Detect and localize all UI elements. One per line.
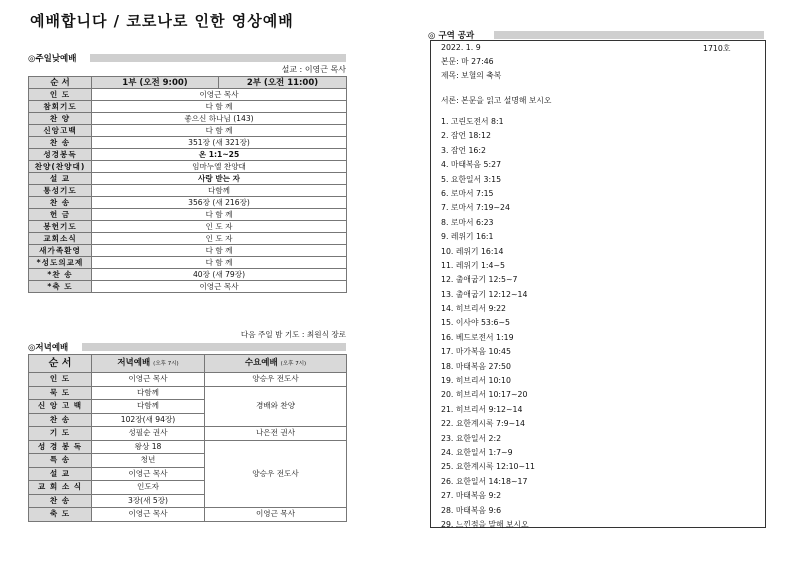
table-row bbox=[29, 233, 347, 245]
order-label: 인 도 bbox=[29, 89, 92, 101]
sermon-label: 설교 : bbox=[281, 65, 303, 74]
table-row bbox=[29, 101, 347, 113]
order-label: 새가족환영 bbox=[29, 245, 92, 257]
evening-value: 인도자 bbox=[92, 481, 205, 495]
order-label: 참회기도 bbox=[29, 101, 92, 113]
table-row bbox=[29, 149, 347, 161]
list-item: 25. 요한계시록 12:10~11 bbox=[441, 462, 535, 472]
table-row bbox=[29, 197, 347, 209]
table-row bbox=[29, 508, 347, 522]
wednesday-value: 양승우 전도사 bbox=[205, 373, 347, 387]
list-item: 6. 로마서 7:15 bbox=[441, 188, 494, 198]
list-item: 4. 마태복음 5:27 bbox=[441, 160, 502, 170]
order-value: 이영근 목사 bbox=[92, 281, 347, 293]
header-second-service: 2부 (오전 11:00) bbox=[219, 77, 347, 89]
sermon-preacher: 이영근 목사 bbox=[304, 65, 346, 74]
list-item: 12. 출애굽기 12:5~7 bbox=[441, 275, 518, 285]
evening-value: 이영근 목사 bbox=[92, 467, 205, 481]
order-label: 찬 송 bbox=[29, 137, 92, 149]
table-header-row bbox=[29, 77, 347, 89]
order-label: 신앙고백 bbox=[29, 125, 92, 137]
order-value: 다 함 께 bbox=[92, 245, 347, 257]
lesson-date: 2022. 1. 9 bbox=[441, 43, 481, 52]
order-label: 교회소식 bbox=[29, 233, 92, 245]
order-value: 인 도 자 bbox=[92, 221, 347, 233]
order-value: 다 함 께 bbox=[92, 125, 347, 137]
table-row bbox=[29, 137, 347, 149]
evening-value: 102장(새 94장) bbox=[92, 413, 205, 427]
list-item: 1. 고린도전서 8:1 bbox=[441, 117, 504, 126]
evening-value: 다함께 bbox=[92, 386, 205, 400]
page-title: 예배합니다 / 코로나로 인한 영상예배 bbox=[30, 12, 294, 30]
table-row bbox=[29, 386, 347, 400]
order-value: 사랑 받는 자 bbox=[92, 173, 347, 185]
next-week-prayer: 다음 주일 밤 기도 : 최원식 장로 bbox=[240, 330, 346, 339]
order-value: 이영근 목사 bbox=[92, 89, 347, 101]
order-label: 인 도 bbox=[29, 373, 92, 387]
list-item: 14. 히브리서 9:22 bbox=[441, 304, 506, 314]
header-first-service: 1부 (오전 9:00) bbox=[92, 77, 219, 89]
wednesday-value: 이영근 목사 bbox=[205, 508, 347, 522]
evening-section-heading bbox=[28, 341, 346, 353]
lesson-text: 본문: 마 27:46 bbox=[441, 57, 494, 66]
order-label: 설 교 bbox=[29, 467, 92, 481]
district-lesson-box bbox=[430, 40, 766, 528]
order-label: 통성기도 bbox=[29, 185, 92, 197]
list-item: 11. 레위기 1:4~5 bbox=[441, 260, 505, 270]
evening-value: 다함께 bbox=[92, 400, 205, 414]
heading-bar bbox=[494, 31, 764, 39]
sermon-by-line bbox=[220, 64, 346, 75]
order-label: 찬양(찬양대) bbox=[29, 161, 92, 173]
table-row bbox=[29, 161, 347, 173]
order-value: 온 1:1~25 bbox=[92, 149, 347, 161]
heading-bar bbox=[90, 54, 346, 62]
list-item: 7. 로마서 7:19~24 bbox=[441, 203, 510, 213]
lesson-issue: 1710호 bbox=[703, 44, 731, 53]
table-row bbox=[29, 185, 347, 197]
order-label: 봉헌기도 bbox=[29, 221, 92, 233]
order-value: 임마누엘 찬양대 bbox=[92, 161, 347, 173]
order-label: 찬 송 bbox=[29, 494, 92, 508]
sunday-service-table bbox=[28, 76, 347, 293]
order-value: 인 도 자 bbox=[92, 233, 347, 245]
order-value: 356장 (새 216장) bbox=[92, 197, 347, 209]
order-label: 찬 양 bbox=[29, 113, 92, 125]
table-row bbox=[29, 245, 347, 257]
order-label: 설 교 bbox=[29, 173, 92, 185]
sunday-heading-text: ◎주일낮예배 bbox=[28, 54, 77, 64]
order-value: 다함께 bbox=[92, 185, 347, 197]
table-row bbox=[29, 440, 347, 454]
order-value: 다 함 께 bbox=[92, 209, 347, 221]
list-item: 26. 요한일서 14:18~17 bbox=[441, 476, 528, 486]
table-row bbox=[29, 113, 347, 125]
list-item: 9. 레위기 16:1 bbox=[441, 232, 494, 242]
header-order: 순 서 bbox=[29, 355, 92, 373]
order-label: 성 경 봉 독 bbox=[29, 440, 92, 454]
order-label: 찬 송 bbox=[29, 413, 92, 427]
evening-value: 이영근 목사 bbox=[92, 508, 205, 522]
header-wednesday bbox=[205, 355, 347, 373]
order-value: 다 함 께 bbox=[92, 257, 347, 269]
table-row bbox=[29, 173, 347, 185]
table-row bbox=[29, 221, 347, 233]
table-row bbox=[29, 373, 347, 387]
list-item: 16. 베드로전서 1:19 bbox=[441, 332, 514, 342]
order-label: 신 앙 고 백 bbox=[29, 400, 92, 414]
order-label: 헌 금 bbox=[29, 209, 92, 221]
list-item: 28. 마태복음 9:6 bbox=[441, 505, 502, 515]
list-item: 8. 로마서 6:23 bbox=[441, 217, 494, 227]
order-label: *찬 송 bbox=[29, 269, 92, 281]
list-item: 21. 히브리서 9:12~14 bbox=[441, 404, 523, 414]
order-value: 351장 (새 321장) bbox=[92, 137, 347, 149]
list-item: 5. 요한일서 3:15 bbox=[441, 174, 502, 184]
list-item: 20. 히브리서 10:17~20 bbox=[441, 390, 528, 400]
lesson-subject: 제목: 보혈의 축복 bbox=[441, 71, 502, 80]
order-label: 축 도 bbox=[29, 508, 92, 522]
evening-value: 청년 bbox=[92, 454, 205, 468]
order-label: 성경봉독 bbox=[29, 149, 92, 161]
order-label: 교 회 소 식 bbox=[29, 481, 92, 495]
header-evening-name: 저녁예배 bbox=[117, 358, 151, 368]
order-value: 좋으신 하나님 (143) bbox=[92, 113, 347, 125]
table-row bbox=[29, 427, 347, 441]
list-item: 22. 요한계시록 7:9~14 bbox=[441, 419, 526, 429]
list-item: 23. 요한일서 2:2 bbox=[441, 433, 502, 443]
table-row bbox=[29, 281, 347, 293]
list-item: 10. 레위기 16:14 bbox=[441, 246, 504, 256]
table-row bbox=[29, 125, 347, 137]
evening-value: 왕상 18 bbox=[92, 440, 205, 454]
list-item: 2. 잠언 18:12 bbox=[441, 131, 491, 141]
order-value: 40장 (새 79장) bbox=[92, 269, 347, 281]
lesson-header-line bbox=[441, 43, 741, 52]
wednesday-merged-praise: 경배와 찬양 bbox=[205, 386, 347, 427]
order-label: 특 송 bbox=[29, 454, 92, 468]
lesson-intro: 서론: 본문을 읽고 설명해 보시오 bbox=[441, 96, 552, 105]
order-value: 다 함 께 bbox=[92, 101, 347, 113]
evening-value: 성필순 권사 bbox=[92, 427, 205, 441]
sunday-section-heading bbox=[28, 52, 346, 64]
order-label: 찬 송 bbox=[29, 197, 92, 209]
order-label: 기 도 bbox=[29, 427, 92, 441]
header-wednesday-name: 수요예배 bbox=[244, 358, 278, 368]
header-order: 순 서 bbox=[29, 77, 92, 89]
order-label: *성도의교제 bbox=[29, 257, 92, 269]
wednesday-value: 나은전 권사 bbox=[205, 427, 347, 441]
wednesday-merged-preacher: 양승우 전도사 bbox=[205, 440, 347, 508]
header-evening-time: (오후 7시) bbox=[153, 361, 179, 367]
evening-value: 3장(새 5장) bbox=[92, 494, 205, 508]
district-heading-text: ◎ 구역 공과 bbox=[428, 31, 475, 41]
list-item: 17. 마가복음 10:45 bbox=[441, 347, 511, 357]
table-row bbox=[29, 209, 347, 221]
table-header-row bbox=[29, 355, 347, 373]
evening-heading-text: ◎저녁예배 bbox=[28, 343, 69, 353]
list-item: 13. 출애굽기 12:12~14 bbox=[441, 289, 528, 299]
evening-value: 이영근 목사 bbox=[92, 373, 205, 387]
table-row bbox=[29, 269, 347, 281]
table-row bbox=[29, 89, 347, 101]
list-item: 27. 마태복음 9:2 bbox=[441, 491, 502, 501]
lesson-item-list bbox=[441, 115, 741, 532]
list-item: 24. 요한일서 1:7~9 bbox=[441, 447, 513, 457]
table-row bbox=[29, 257, 347, 269]
list-item: 19. 히브리서 10:10 bbox=[441, 376, 511, 386]
order-label: *축 도 bbox=[29, 281, 92, 293]
list-item: 29. 느낀점을 말해 보시오 bbox=[441, 519, 529, 529]
header-evening bbox=[92, 355, 205, 373]
list-item: 3. 잠언 16:2 bbox=[441, 145, 486, 155]
evening-service-table bbox=[28, 354, 347, 522]
list-item: 15. 이사야 53:6~5 bbox=[441, 318, 510, 328]
list-item: 18. 마태복음 27:50 bbox=[441, 361, 511, 371]
heading-bar bbox=[82, 343, 346, 351]
order-label: 묵 도 bbox=[29, 386, 92, 400]
header-wednesday-time: (오후 7시) bbox=[280, 361, 307, 367]
